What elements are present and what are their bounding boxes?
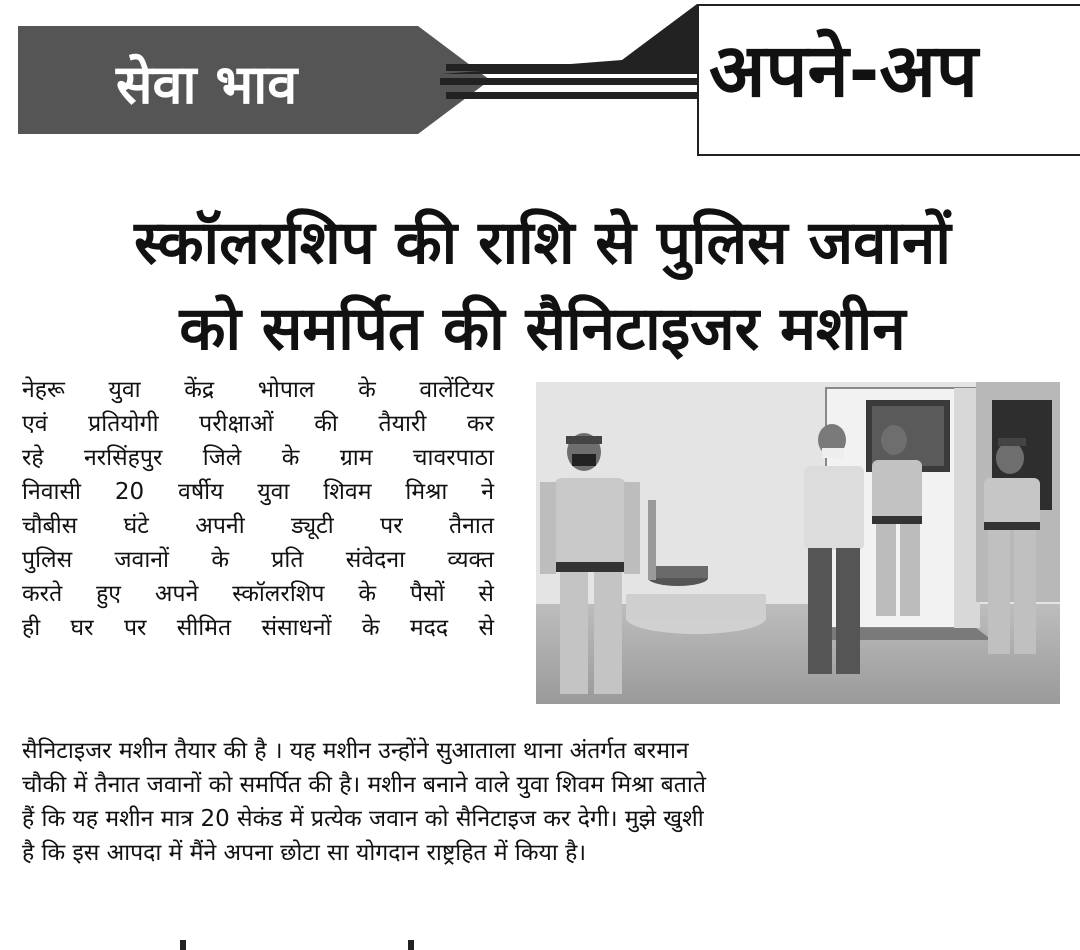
body-line: रहे नरसिंहपुर जिले के ग्राम चावरपाठा (22, 445, 494, 471)
article-headline (20, 200, 1065, 372)
body-line: हैं कि यह मशीन मात्र 20 सेकंड में प्रत्येक जवान को सैनिटाइज कर देगी। मुझे खुशी (22, 806, 704, 832)
decorative-stripes (432, 0, 702, 140)
body-line: पुलिस जवानों के प्रति संवेदना व्यक्त (22, 547, 494, 573)
section-label: सेवा भाव (116, 53, 298, 116)
body-line: है कि इस आपदा में मैंने अपना छोटा सा योगदान राष्ट्रहित में किया है। (22, 840, 587, 866)
body-column (22, 373, 494, 645)
body-line: चौबीस घंटे अपनी ड्यूटी पर तैनात (22, 513, 494, 539)
body-line: करते हुए अपने स्कॉलरशिप के पैसों से (22, 581, 494, 607)
body-line: सैनिटाइजर मशीन तैयार की है । यह मशीन उन्होंने सुआताला थाना अंतर्गत बरमान (22, 738, 689, 764)
news-photo (536, 382, 1060, 704)
page-title: अपने-अप (709, 28, 978, 114)
body-line: ही घर पर सीमित संसाधनों के मदद से (22, 615, 494, 641)
headline-line: स्कॉलरशिप की राशि से पुलिस जवानों (134, 208, 951, 278)
clipped-next-line (0, 938, 1080, 950)
body-full-width (22, 734, 1058, 870)
body-line: एवं प्रतियोगी परीक्षाओं की तैयारी कर (22, 411, 494, 437)
body-line: नेहरू युवा केंद्र भोपाल के वालेंटियर (22, 377, 494, 403)
body-line: चौकी में तैनात जवानों को समर्पित की है। मशीन बनाने वाले युवा शिवम मिश्रा बताते (22, 772, 706, 798)
section-banner (18, 26, 490, 134)
photo-illustration (536, 382, 1060, 704)
body-line: निवासी 20 वर्षीय युवा शिवम मिश्रा ने (22, 479, 494, 505)
page-title-box (697, 4, 1080, 156)
headline-line: को समर्पित की सैनिटाइजर मशीन (179, 294, 906, 364)
